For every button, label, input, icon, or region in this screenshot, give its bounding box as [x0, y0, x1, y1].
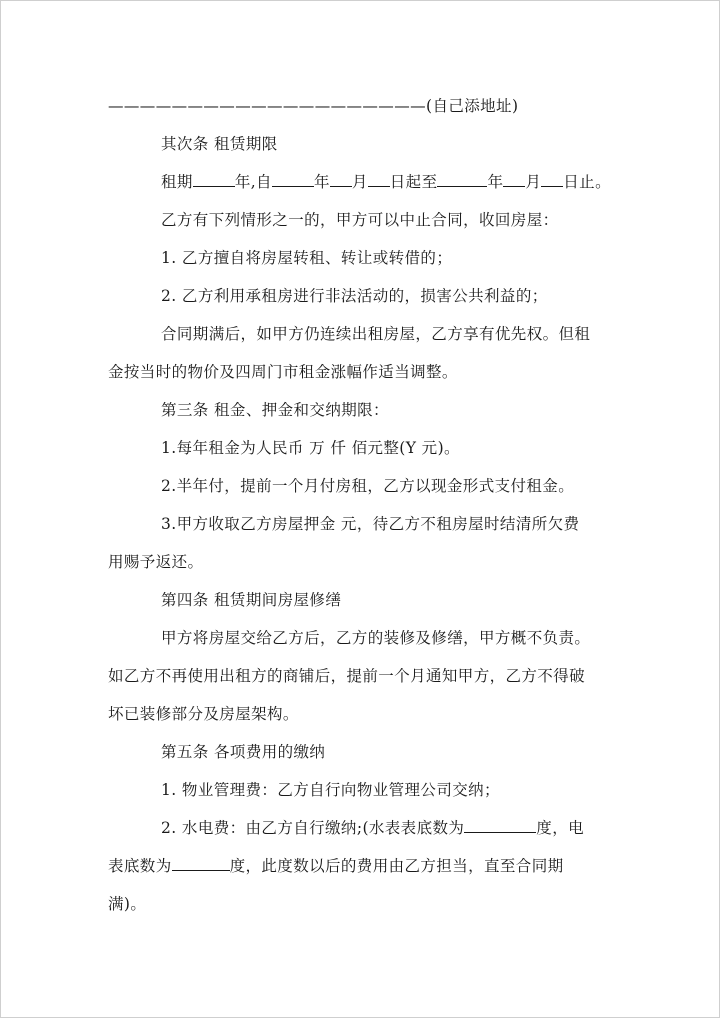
repair-line-1: 甲方将房屋交给乙方后，乙方的装修及修缮，甲方概不负责。	[161, 629, 591, 647]
repair-line-3: 坏已装修部分及房屋架构。	[108, 705, 299, 723]
term-text-2: 年,自	[234, 173, 272, 191]
blank-field	[193, 172, 235, 187]
lease-term-line	[161, 172, 720, 192]
rent-item-3-line-2: 用赐予返还。	[108, 553, 204, 571]
term-text-8: 日止。	[563, 173, 611, 191]
blank-field	[503, 172, 525, 187]
term-text-5: 日起至	[389, 173, 438, 191]
article3-heading: 第三条 租金、押金和交纳期限：	[161, 401, 389, 419]
fee2-text-2: 度，电	[536, 819, 584, 837]
renewal-line-1: 合同期满后，如甲方仍连续出租房屋，乙方享有优先权。但租	[161, 325, 591, 343]
term-text-1: 租期	[161, 173, 193, 191]
termination-intro: 乙方有下列情形之一的，甲方可以中止合同，收回房屋：	[161, 211, 559, 229]
article5-heading: 第五条 各项费用的缴纳	[161, 743, 326, 761]
renewal-line-2: 金按当时的物价及四周门市租金涨幅作适当调整。	[108, 363, 458, 381]
fee-item-2-line-1	[161, 818, 720, 838]
fee2-text-3: 表底数为	[108, 857, 172, 875]
blank-field	[464, 818, 536, 833]
article2-heading: 其次条 租赁期限	[161, 135, 278, 153]
blank-field	[272, 172, 314, 187]
termination-item-1: 1. 乙方擅自将房屋转租、转让或转借的；	[161, 249, 453, 267]
fee2-text-1: 2. 水电费：由乙方自行缴纳;(水表表底数为	[161, 819, 465, 837]
blank-field	[172, 856, 230, 871]
article4-heading: 第四条 租赁期间房屋修缮	[161, 591, 342, 609]
blank-field	[437, 172, 487, 187]
address-line: ————————————————————(自己添地址)	[108, 97, 519, 115]
fee-item-2-line-3: 满)。	[108, 895, 147, 913]
fee2-text-4: 度，此度数以后的费用由乙方担当，直至合同期	[229, 857, 564, 875]
termination-item-2: 2. 乙方利用承租房进行非法活动的，损害公共利益的；	[161, 287, 548, 305]
rent-item-1: 1.每年租金为人民币 万 仟 佰元整(Y 元)。	[161, 439, 460, 457]
blank-field	[368, 172, 390, 187]
term-text-4: 月	[351, 173, 368, 191]
repair-line-2: 如乙方不再使用出租方的商铺后，提前一个月通知甲方，乙方不得破	[108, 667, 586, 685]
fee-item-1: 1. 物业管理费：乙方自行向物业管理公司交纳；	[161, 781, 500, 799]
fee-item-2-line-2	[108, 856, 720, 876]
blank-field	[330, 172, 352, 187]
blank-field	[541, 172, 563, 187]
term-text-7: 月	[525, 173, 542, 191]
term-text-3: 年	[313, 173, 330, 191]
term-text-6: 年	[487, 173, 504, 191]
rent-item-2: 2.半年付，提前一个月付房租，乙方以现金形式支付租金。	[161, 477, 575, 495]
rent-item-3-line-1: 3.甲方收取乙方房屋押金 元，待乙方不租房屋时结清所欠费	[161, 515, 580, 533]
